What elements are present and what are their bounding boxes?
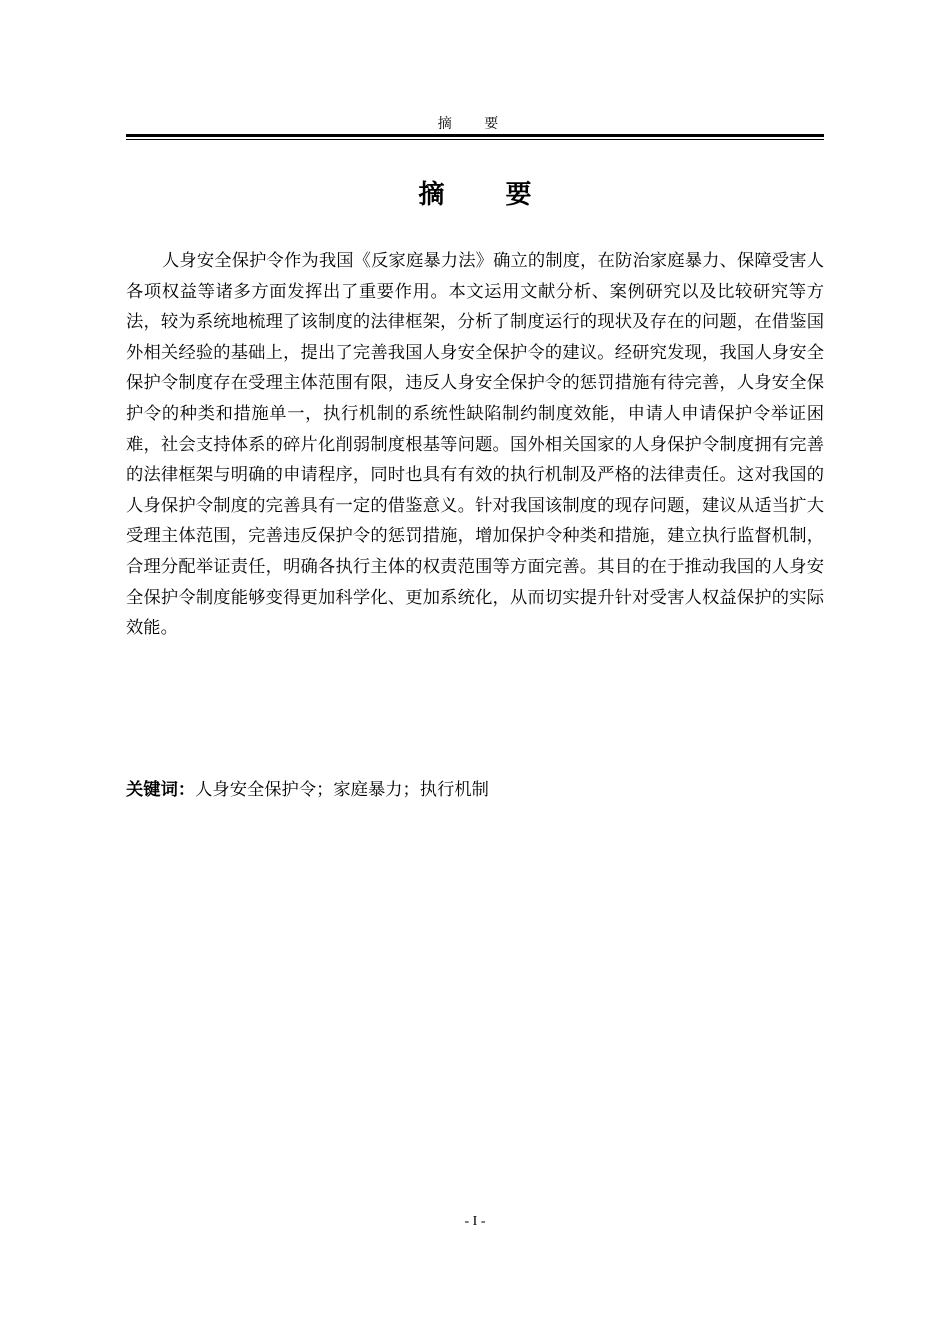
header-rule-thick xyxy=(126,134,824,137)
abstract-title: 摘 要 xyxy=(418,180,558,210)
page-number: - I - xyxy=(464,1214,486,1229)
running-header: 摘 要 xyxy=(437,116,513,132)
header-rule-thin xyxy=(126,139,824,140)
keywords-line xyxy=(126,776,824,804)
keywords-label: 关键词： xyxy=(126,780,196,800)
abstract-paragraph: 人身安全保护令作为我国《反家庭暴力法》确立的制度，在防治家庭暴力、保障受害人各项权益等诸多方面发挥出了重要作用。本文运用文献分析、案例研究以及比较研究等方法，较为系统地梳理了该制度的法律框架，分析了制度运行的现状及存在的问题，在借鉴国外相关经验的基础上，提出了完善我国人身安全保护令的建议。经研究发现，我国人身安全保护令制度存在受理主体范围有限，违反人身安全保护令的惩罚措施有待完善，人身安全保护令的种类和措施单一，执行机制的系统性缺陷制约制度效能，申请人申请保护令举证困难，社会支持体系的碎片化削弱制度根基等问题。国外相关国家的人身保护令制度拥有完善的法律框架与明确的申请程序，同时也具有有效的执行机制及严格的法律责任。这对我国的人身保护令制度的完善具有一定的借鉴意义。针对我国该制度的现存问题，建议从适当扩大受理主体范围，完善违反保护令的惩罚措施，增加保护令种类和措施，建立执行监督机制，合理分配举证责任，明确各执行主体的权责范围等方面完善。其目的在于推动我国的人身安全保护令制度能够变得更加科学化、更加系统化，从而切实提升针对受害人权益保护的实际效能。 xyxy=(126,251,824,639)
keywords-value: 人身安全保护令；家庭暴力；执行机制 xyxy=(195,780,489,800)
